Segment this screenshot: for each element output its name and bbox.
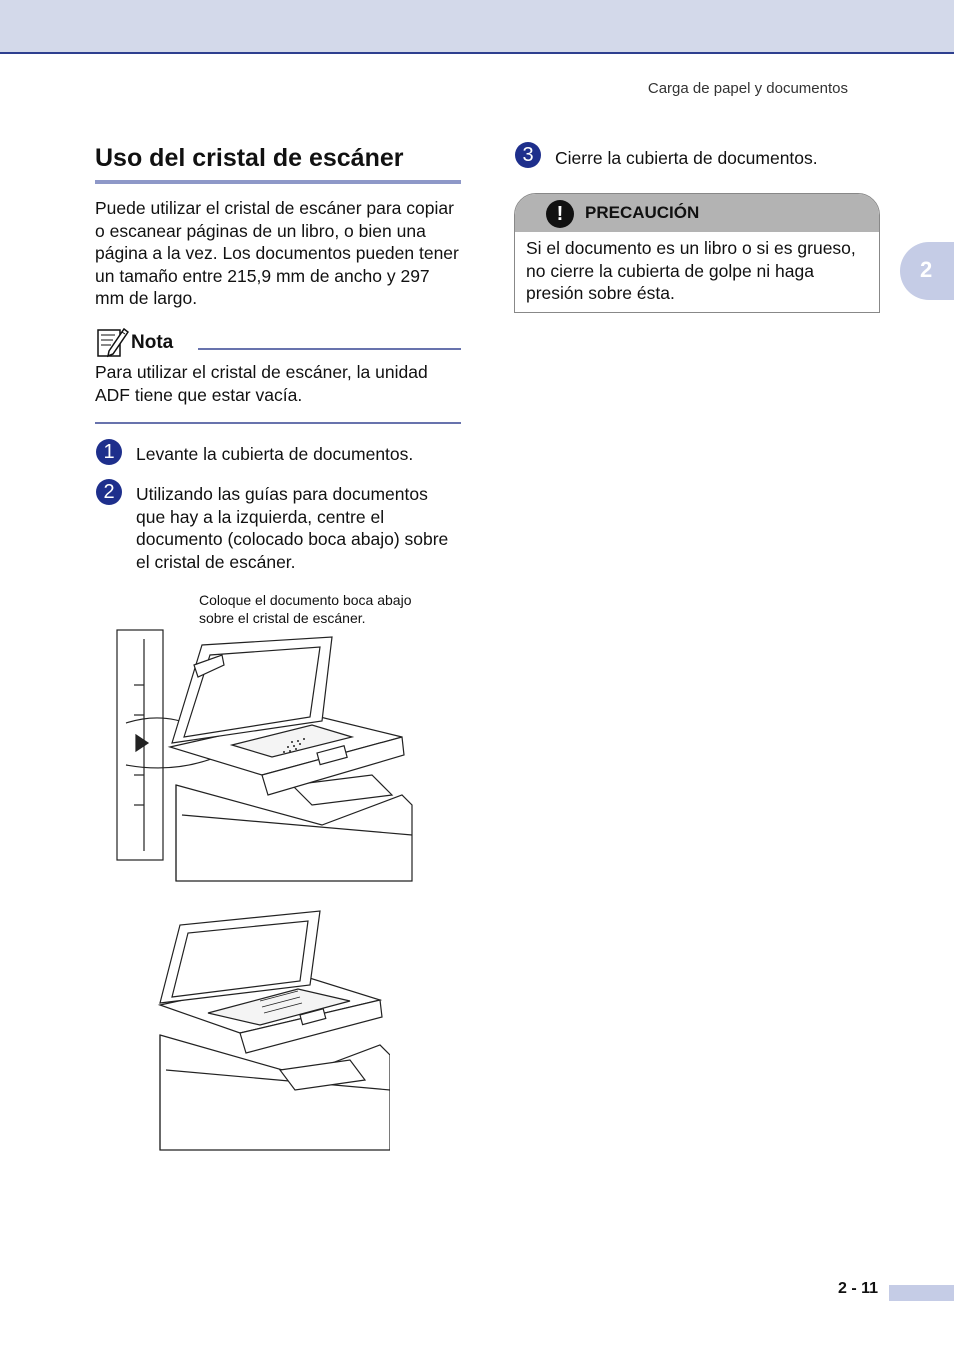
title-underline [95,180,461,184]
exclamation-icon: ! [546,200,574,228]
page-number: 2 - 11 [837,1280,878,1297]
chapter-number: 2 [920,257,933,282]
note-text: Para utilizar el cristal de escáner, la unidad ADF tiene que estar vacía. [95,362,428,405]
caution-box [514,193,880,313]
note-label: Nota [131,332,174,353]
top-header-band [0,0,954,54]
section-title: Uso del cristal de escáner [95,144,404,172]
step-1-number: 1 [96,439,122,465]
caution-header [515,194,879,232]
chapter-tab [900,242,954,300]
step-3-number: 3 [515,142,541,168]
caution-label: PRECAUCIÓN [585,203,700,222]
step-3-text: Cierre la cubierta de documentos. [555,148,818,168]
step-2-number: 2 [96,479,122,505]
note-rule-bottom [95,422,461,424]
running-header: Carga de papel y documentos [647,80,848,97]
scanner-open-illustration [112,625,422,887]
step-2-text: Utilizando las guías para documentos que hay a la izquierda, centre el documento (colocado boca abajo) sobre el cristal de escáner. [136,484,449,572]
page-number-bar [889,1285,954,1301]
note-pencil-icon [95,325,129,359]
step-1-text: Levante la cubierta de documentos. [136,444,414,464]
figure-caption: Coloque el documento boca abajo sobre el cristal de escáner. [199,592,412,626]
scanner-closing-illustration [150,905,390,1155]
note-rule-top [198,348,461,350]
intro-paragraph: Puede utilizar el cristal de escáner para copiar o escanear páginas de un libro, o bien una página a la vez. Los documentos pueden tener un tamaño entre 215,9 mm de ancho y 297 mm de largo. [95,198,459,308]
caution-text: Si el documento es un libro o si es grueso, no cierre la cubierta de golpe ni haga presión sobre ésta. [526,238,856,303]
